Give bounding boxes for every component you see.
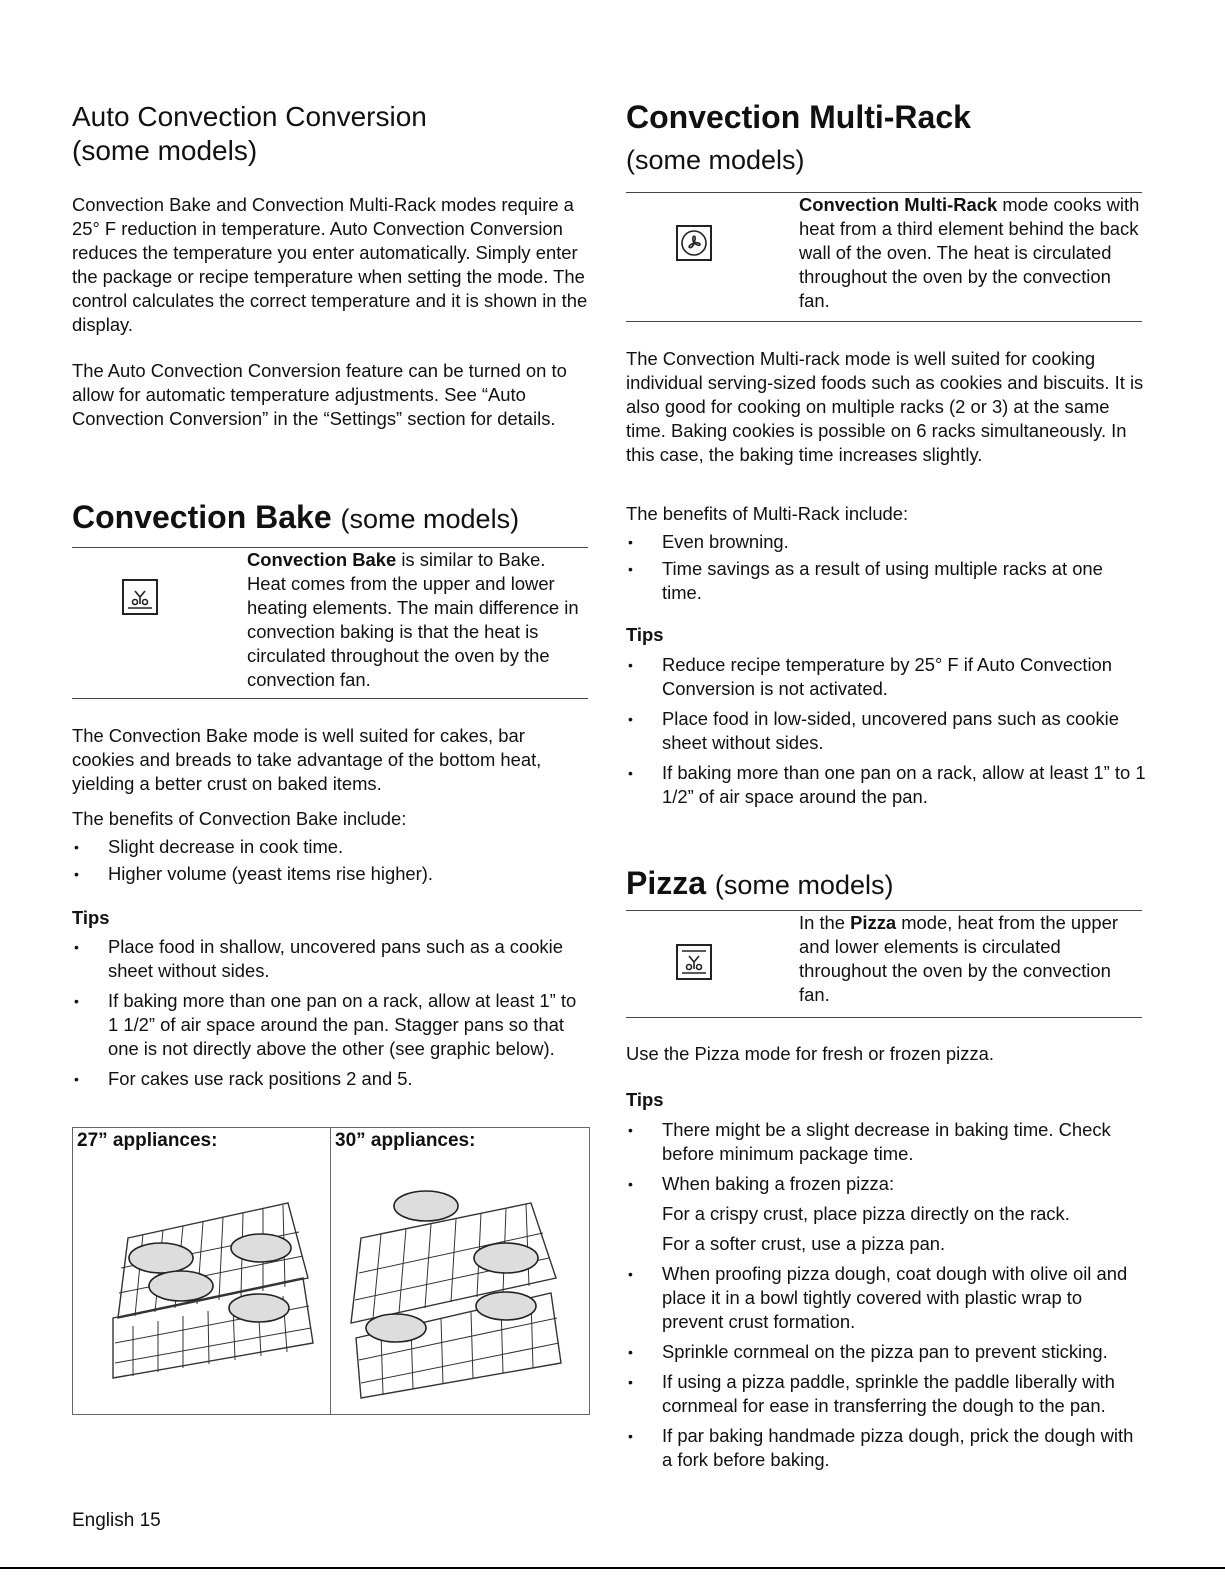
convection-fan-icon — [676, 225, 712, 261]
auto-convection-paragraph-1: Convection Bake and Convection Multi-Rack modes require a 25° F reduction in temperature. Auto Convection Conversion reduces the temperature you enter automatically. Simply enter the package or recipe temperature when setting the mode. The control calculates the correct temperature and it is shown in the display. — [72, 194, 588, 335]
pizza-title-sub: (some models) — [714, 870, 894, 900]
convection-bake-tips-title: Tips — [72, 907, 110, 928]
multi-rack-paragraph-2: The benefits of Multi-Rack include: — [626, 503, 909, 524]
figure-30-caption: 30” appliances: — [335, 1130, 476, 1151]
convection-bake-title-sub: (some models) — [340, 504, 520, 534]
fan-with-lower-element-icon — [122, 579, 158, 615]
list-item: • If using a pizza paddle, sprinkle the paddle liberally with cornmeal for ease in transferring the dough to the pan. — [626, 1370, 1146, 1418]
list-item: • Sprinkle cornmeal on the pizza pan to prevent sticking. — [626, 1340, 1146, 1364]
auto-convection-subtitle: (some models) — [72, 135, 258, 166]
pizza-bold: Pizza — [850, 912, 897, 933]
multi-rack-subtitle: (some models) — [626, 145, 805, 175]
convection-bake-tips — [72, 935, 590, 1091]
multi-rack-info-box — [626, 192, 1142, 322]
bottom-rule — [0, 1567, 1225, 1569]
list-item: • If baking more than one pan on a rack, allow at least 1” to 1 1/2” of air space around the pan. — [626, 761, 1146, 809]
figure-27-caption: 27” appliances: — [77, 1130, 218, 1151]
fan-with-lower-element-icon — [676, 944, 712, 980]
figure-27-cell — [73, 1128, 331, 1414]
list-item: • For cakes use rack positions 2 and 5. — [72, 1067, 590, 1091]
list-item: • If baking more than one pan on a rack, allow at least 1” to 1 1/2” of air space around the pan. Stagger pans so that one is not directly above the other (see graphic below). — [72, 989, 590, 1061]
auto-convection-title: Auto Convection Conversion — [72, 101, 427, 132]
convection-bake-benefits — [72, 835, 590, 886]
list-item: • Even browning. — [626, 530, 1146, 554]
pizza-tips — [626, 1118, 1146, 1472]
list-item: • When proofing pizza dough, coat dough with olive oil and place it in a bowl tightly covered with plastic wrap to prevent crust formation. — [626, 1262, 1146, 1334]
pizza-tips-title: Tips — [626, 1089, 664, 1110]
multi-rack-paragraph-1: The Convection Multi-rack mode is well suited for cooking individual serving-sized foods such as cookies and biscuits. It is also good for cooking on multiple racks (2 or 3) at the same time. Baking cookies is possible on 6 racks simultaneously. In this case, the baking time increases slightly. — [626, 348, 1144, 465]
pizza-tip-frozen: • When baking a frozen pizza: — [662, 1173, 895, 1194]
multi-rack-benefits — [626, 530, 1146, 605]
convection-bake-bold: Convection Bake — [247, 549, 397, 570]
list-item: • Reduce recipe temperature by 25° F if Auto Convection Conversion is not activated. — [626, 653, 1146, 701]
pizza-tip-softer: For a softer crust, use a pizza pan. — [662, 1233, 946, 1254]
rack-27-illustration — [73, 1128, 330, 1414]
list-item: • Time savings as a result of using multiple racks at one time. — [626, 557, 1146, 605]
page-footer: English 15 — [72, 1510, 161, 1531]
auto-convection-paragraph-2: The Auto Convection Conversion feature can be turned on to allow for automatic temperature adjustments. See “Auto Convection Conversion” in the “Settings” section for details. — [72, 360, 567, 429]
convection-bake-heading — [72, 498, 519, 538]
pizza-heading — [626, 864, 893, 904]
pizza-box-desc: mode, heat from the upper and lower elements is circulated throughout the oven by the convection fan. — [799, 912, 1118, 1005]
list-item: • Place food in low-sided, uncovered pans such as cookie sheet without sides. — [626, 707, 1146, 755]
convection-bake-paragraph-2: The benefits of Convection Bake include: — [72, 808, 407, 829]
multi-rack-title: Convection Multi-Rack — [626, 99, 971, 135]
convection-bake-title: Convection Bake — [72, 499, 332, 535]
list-item: • Slight decrease in cook time. — [72, 835, 590, 859]
pizza-title: Pizza — [626, 865, 707, 901]
multi-rack-tips — [626, 653, 1146, 809]
list-item: • There might be a slight decrease in baking time. Check before minimum package time. — [626, 1118, 1146, 1166]
rack-30-illustration — [331, 1128, 589, 1414]
pizza-tip-crispy: For a crispy crust, place pizza directly on the rack. — [662, 1203, 1070, 1224]
convection-bake-box-text — [247, 548, 588, 692]
figure-30-cell — [331, 1128, 589, 1414]
rack-figure — [72, 1127, 590, 1415]
pizza-paragraph-1: Use the Pizza mode for fresh or frozen pizza. — [626, 1043, 994, 1064]
convection-bake-info-box — [72, 547, 588, 699]
pizza-box-pre: In the — [799, 912, 851, 933]
list-item: • If par baking handmade pizza dough, prick the dough with a fork before baking. — [626, 1424, 1146, 1472]
multi-rack-tips-title: Tips — [626, 624, 664, 645]
multi-rack-box-text — [799, 193, 1142, 313]
convection-bake-paragraph-1: The Convection Bake mode is well suited for cakes, bar cookies and breads to take advantage of the bottom heat, yielding a better crust on baked items. — [72, 725, 542, 794]
multi-rack-bold: Convection Multi-Rack — [799, 194, 998, 215]
list-item: • Place food in shallow, uncovered pans such as a cookie sheet without sides. — [72, 935, 590, 983]
pizza-box-text — [799, 911, 1142, 1007]
pizza-info-box — [626, 910, 1142, 1018]
multi-rack-box-desc: mode cooks with heat from a third element behind the back wall of the oven. The heat is circulated throughout the oven by the convection fan. — [799, 194, 1140, 311]
list-item: • Higher volume (yeast items rise higher). — [72, 862, 590, 886]
list-item — [626, 1172, 1146, 1256]
convection-bake-box-desc: is similar to Bake. Heat comes from the upper and lower heating elements. The main difference in convection baking is that the heat is circulated throughout the oven by the convection fan. — [247, 549, 579, 690]
